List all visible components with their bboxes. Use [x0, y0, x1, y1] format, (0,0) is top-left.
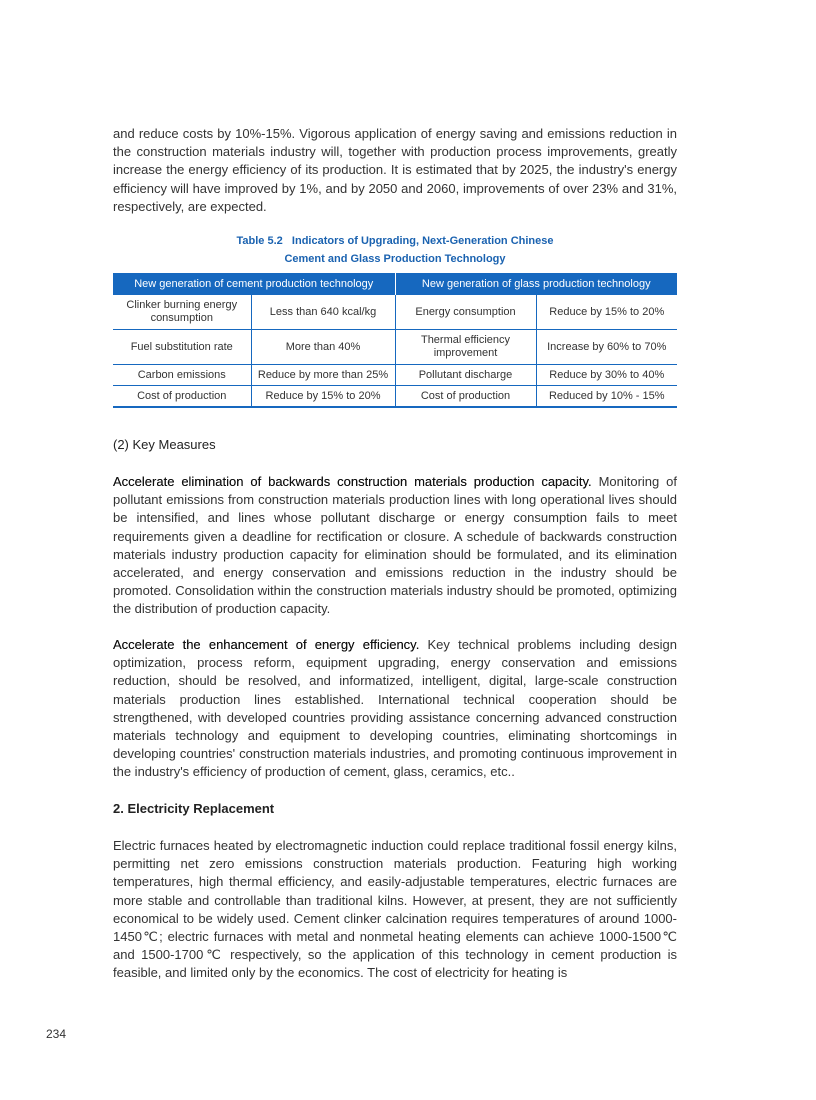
- table-cell: Reduce by more than 25%: [251, 365, 395, 386]
- table-row: [113, 365, 677, 386]
- electricity-heading: 2. Electricity Replacement: [113, 801, 275, 816]
- electricity-paragraph: Electric furnaces heated by electromagnetic induction could replace traditional fossil energy kilns, permitting net zero emissions construction materials production. Featuring high working temperatures, high thermal efficiency, and easily-adjustable temperatures, electric furnaces are more stable and controllable than traditional kilns. However, at present, they are not sufficiently economical to be widely used. Cement clinker calcination requires temperatures of around 1000-1450℃; electric furnaces with metal and nonmetal heating elements can achieve 1000-1500℃ and 1500-1700℃ respectively, so the application of this technology in cement production is feasible, and limited only by the economics. The cost of electricity for heating is: [113, 838, 677, 981]
- table-cell: Fuel substitution rate: [113, 330, 251, 365]
- intro-paragraph: and reduce costs by 10%-15%. Vigorous application of energy saving and emissions reduction in the construction materials industry will, together with production process improvements, greatly increase the energy efficiency of its production. It is estimated that by 2025, the industry's energy efficiency will have improved by 1%, and by 2050 and 2060, improvements of over 23% and 31%, respectively, are expected.: [113, 126, 677, 214]
- table-cell: Thermal efficiency improvement: [395, 330, 536, 365]
- table-header-glass: New generation of glass production technology: [395, 273, 677, 295]
- table-cell: Reduce by 30% to 40%: [536, 365, 677, 386]
- elimination-paragraph: [113, 473, 677, 619]
- table-cell: Pollutant discharge: [395, 365, 536, 386]
- key-measures-heading: (2) Key Measures: [113, 437, 216, 452]
- table-cell: Reduce by 15% to 20%: [251, 386, 395, 408]
- table-row: [113, 330, 677, 365]
- elimination-body: Monitoring of pollutant emissions from construction materials production lines with long operational lives should be intensified, and lines whose pollutant discharge or energy consumption fails to meet requirements given a deadline for rectification or closure. A schedule of backwards construction materials industry production capacity for elimination should be formulated, and its elimination accelerated, and energy conservation and emissions reduction in the industry should be promoted. Consolidation within the construction materials industry should be promoted, optimizing the distribution of production capacity.: [113, 474, 677, 617]
- table-row: [113, 386, 677, 408]
- table-cell: Energy consumption: [395, 295, 536, 330]
- table-row: [113, 295, 677, 330]
- caption-line-2: Cement and Glass Production Technology: [284, 253, 506, 265]
- table-caption: [113, 232, 677, 268]
- elimination-lead: Accelerate elimination of backwards construction materials production capacity.: [113, 474, 592, 489]
- table-cell: More than 40%: [251, 330, 395, 365]
- table-cell: Clinker burning energy consumption: [113, 295, 251, 330]
- table-cell: Reduced by 10% - 15%: [536, 386, 677, 408]
- table-cell: Cost of production: [113, 386, 251, 408]
- caption-line-1: Table 5.2 Indicators of Upgrading, Next-Generation Chinese: [236, 235, 554, 247]
- table-cell: Carbon emissions: [113, 365, 251, 386]
- table-header-cement: New generation of cement production technology: [113, 273, 395, 295]
- table-cell: Less than 640 kcal/kg: [251, 295, 395, 330]
- efficiency-paragraph: [113, 636, 677, 782]
- table-cell: Cost of production: [395, 386, 536, 408]
- page-number: 234: [46, 1027, 67, 1041]
- efficiency-lead: Accelerate the enhancement of energy efficiency.: [113, 637, 420, 652]
- indicators-table: [113, 273, 677, 408]
- efficiency-body: Key technical problems including design optimization, process reform, equipment upgrading, energy conservation and emissions reduction, should be resolved, and informatized, intelligent, digital, large-scale construction materials production lines established. International technical cooperation should be strengthened, with developed countries providing assistance concerning advanced construction materials technology and equipment to developing countries, eliminating shortcomings in developing countries' construction materials industries, and promoting continuous improvement in the industry's efficiency of production of cement, glass, ceramics, etc..: [113, 637, 678, 780]
- table-cell: Reduce by 15% to 20%: [536, 295, 677, 330]
- table-cell: Increase by 60% to 70%: [536, 330, 677, 365]
